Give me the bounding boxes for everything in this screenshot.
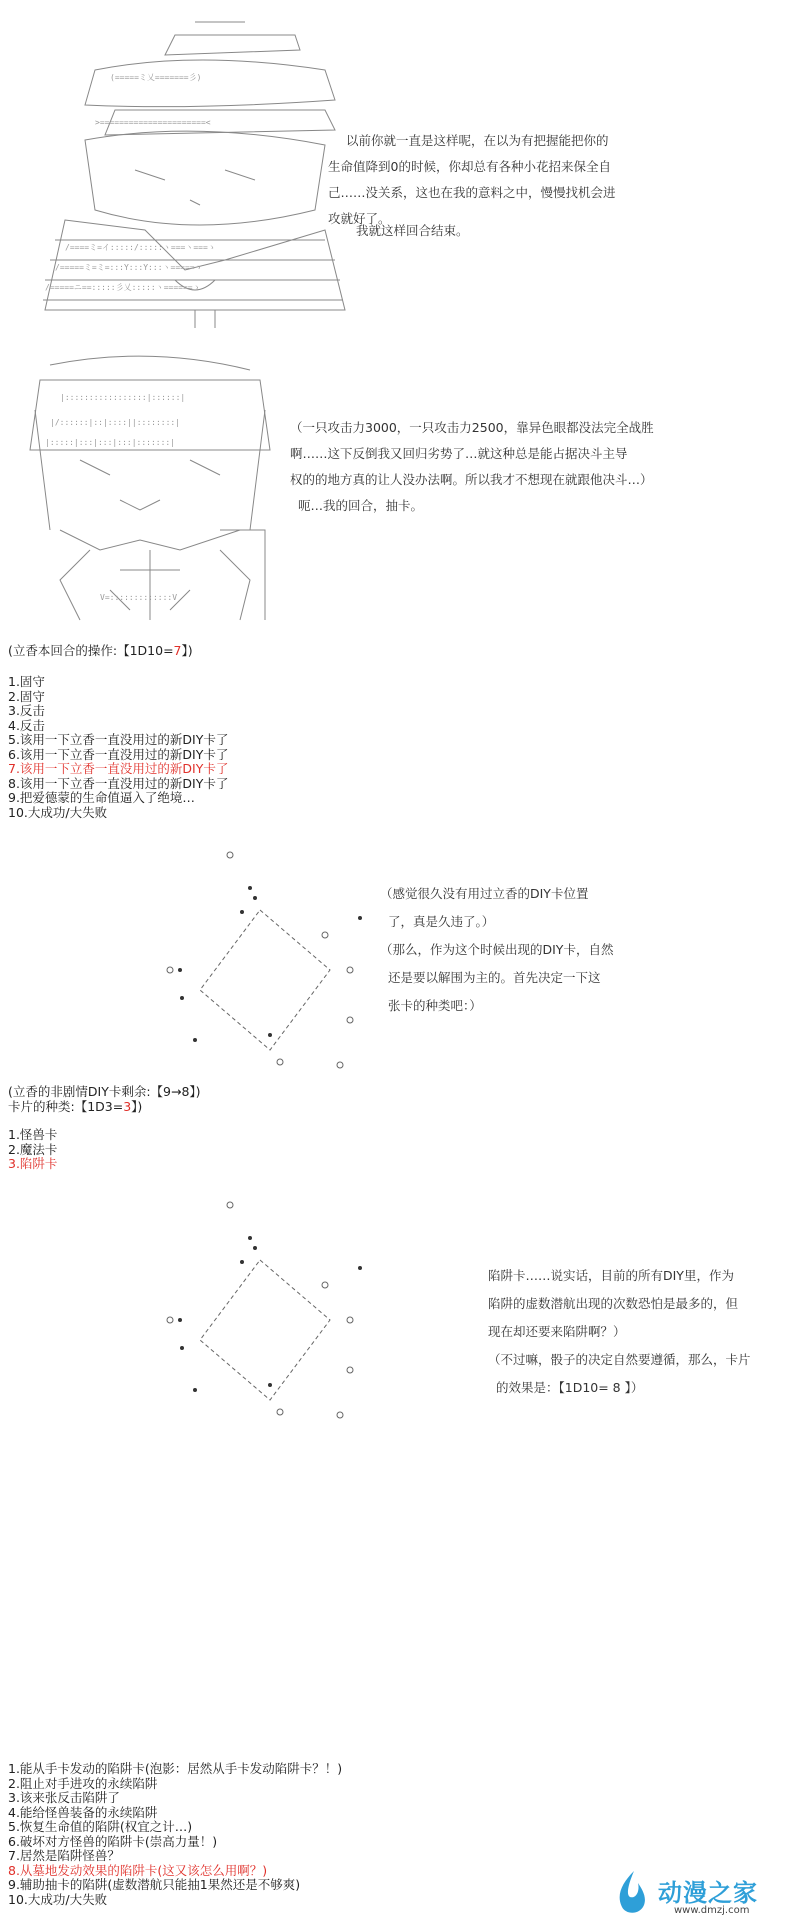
roll2-header-2	[8, 1099, 142, 1114]
watermark-url: www.dmzj.com	[674, 1905, 750, 1916]
list-item: 7.居然是陷阱怪兽？	[8, 1848, 120, 1863]
list-item: 1.固守	[8, 674, 45, 689]
card-diagram-2	[150, 1190, 380, 1430]
svg-text:/=====ニ==:::::彡乂:::::ヽ======ゝ: /=====ニ==:::::彡乂:::::ヽ======ゝ	[45, 283, 201, 292]
panel2-dialog	[290, 415, 680, 519]
list-item: 10.大成功/大失败	[8, 804, 108, 820]
svg-text:V=:::::::::::::V: V=:::::::::::::V	[100, 593, 178, 602]
list-item: 3.该来张反击陷阱了	[8, 1790, 120, 1805]
dialog-line: 还是要以解围为主的。首先决定一下这	[388, 970, 601, 985]
svg-text:>======================<: >======================<	[95, 118, 211, 127]
list-item: 9.辅助抽卡的陷阱(虚数潜航只能抽1果然还是不够爽)	[8, 1877, 301, 1892]
ascii-art-figure-1	[25, 10, 355, 330]
panel1-dialog	[328, 128, 628, 244]
roll2-header-prefix: 卡片的种类:【1D3=	[8, 1099, 124, 1114]
dialog-line: 攻就好了。	[328, 211, 391, 226]
dialog-line: （感觉很久没有用过立香的DIY卡位置	[380, 886, 589, 901]
list-item: 2.魔法卡	[8, 1141, 58, 1157]
dialog-line: （不过嘛，骰子的决定自然要遵循，那么，卡片	[488, 1352, 751, 1367]
card-diagram-1	[150, 840, 380, 1080]
list-item: 10.大成功/大失败	[8, 1891, 108, 1907]
list-item: 2.固守	[8, 688, 45, 704]
roll1-options	[8, 675, 228, 820]
list-item: 9.把爱德蒙的生命值逼入了绝境…	[8, 790, 195, 805]
roll2-header-1: (立香的非剧情DIY卡剩余:【9→8】)	[8, 1084, 201, 1099]
dialog-line: 生命值降到0的时候，你却总有各种小花招来保全自	[328, 159, 611, 174]
list-item: 4.能给怪兽装备的永续陷阱	[8, 1804, 158, 1820]
list-item-selected: 8.从墓地发动效果的陷阱卡(这又该怎么用啊？)	[8, 1862, 268, 1878]
svg-text:|/::::::|::|::::||::::::::|: |/::::::|::|::::||::::::::|	[50, 418, 181, 427]
panel4-dialog	[488, 1262, 788, 1402]
dialog-line: 陷阱卡……说实话，目前的所有DIY里，作为	[488, 1268, 734, 1283]
list-item-selected: 3.陷阱卡	[8, 1156, 58, 1171]
dialog-line: （一只攻击力3000，一只攻击力2500，靠异色眼都没法完全战胜	[290, 420, 654, 435]
roll2-header-suffix: 】)	[131, 1099, 143, 1114]
list-item: 8.该用一下立香一直没用过的新DIY卡了	[8, 775, 229, 791]
roll1-header-value: 7	[173, 643, 182, 658]
roll1-header-suffix: 】)	[181, 643, 193, 658]
list-item: 4.反击	[8, 717, 45, 733]
list-item: 2.阻止对手进攻的永续陷阱	[8, 1775, 158, 1791]
dialog-line: 啊……这下反倒我又回归劣势了…就这种总是能占据决斗主导	[290, 446, 628, 461]
list-item-selected: 7.该用一下立香一直没用过的新DIY卡了	[8, 761, 229, 776]
watermark-logo	[612, 1867, 792, 1922]
roll1-header	[8, 643, 193, 658]
list-item: 1.能从手卡发动的陷阱卡(泡影：居然从手卡发动陷阱卡？！)	[8, 1761, 343, 1776]
list-item: 6.该用一下立香一直没用过的新DIY卡了	[8, 746, 229, 762]
svg-text:|:::::::::::::::::|::::::|: |:::::::::::::::::|::::::|	[60, 393, 186, 402]
dialog-line: 权的的地方真的让人没办法啊。所以我才不想现在就跟他决斗…）	[290, 472, 653, 487]
svg-text:/====ミ=イ:::::/:::::ヽ===ヽ===ゝ: /====ミ=イ:::::/:::::ヽ===ヽ===ゝ	[65, 243, 216, 252]
roll1-header-prefix: (立香本回合的操作:【1D10=	[8, 643, 174, 658]
dialog-line: 的效果是：【1D10= 8 】）	[496, 1380, 644, 1395]
ascii-art-figure-2	[20, 350, 280, 630]
flame-icon	[612, 1869, 652, 1917]
list-item: 5.恢复生命值的陷阱(权宜之计…)	[8, 1819, 193, 1834]
roll3-options	[8, 1762, 342, 1907]
dialog-line: 呃…我的回合，抽卡。	[298, 498, 424, 513]
dialog-line: 了，真是久违了。）	[388, 914, 495, 929]
list-item: 1.怪兽卡	[8, 1127, 58, 1142]
dialog-line: 己……没关系，这也在我的意料之中，慢慢找机会进	[328, 185, 616, 200]
list-item: 5.该用一下立香一直没用过的新DIY卡了	[8, 732, 229, 747]
list-item: 3.反击	[8, 703, 45, 718]
dialog-line: （那么，作为这个时候出现的DIY卡，自然	[380, 942, 614, 957]
roll2-header-value: 3	[123, 1099, 132, 1114]
roll2-options	[8, 1128, 57, 1172]
dialog-line: 陷阱的虚数潜航出现的次数恐怕是最多的，但	[488, 1296, 739, 1311]
svg-text:/=====ミ=ミ=:::Y:::Y:::ヽ=====ゝ: /=====ミ=ミ=:::Y:::Y:::ヽ=====ゝ	[55, 263, 203, 272]
svg-text:(=====ミ乂=======彡): (=====ミ乂=======彡)	[110, 73, 202, 82]
dialog-line: 张卡的种类吧：）	[388, 998, 482, 1013]
dialog-line: 以前你就一直是这样呢，在以为有把握能把你的	[346, 133, 609, 148]
dialog-line: 我就这样回合结束。	[356, 223, 469, 238]
panel3-dialog	[380, 880, 680, 1020]
watermark-brand: 动漫之家	[658, 1879, 758, 1907]
dialog-line: 现在却还要来陷阱啊？）	[488, 1324, 626, 1339]
svg-text:|:::::|:::|:::|:::|:::::::|: |:::::|:::|:::|:::|:::::::|	[45, 438, 176, 447]
list-item: 6.破坏对方怪兽的陷阱卡(崇高力量！)	[8, 1833, 218, 1849]
